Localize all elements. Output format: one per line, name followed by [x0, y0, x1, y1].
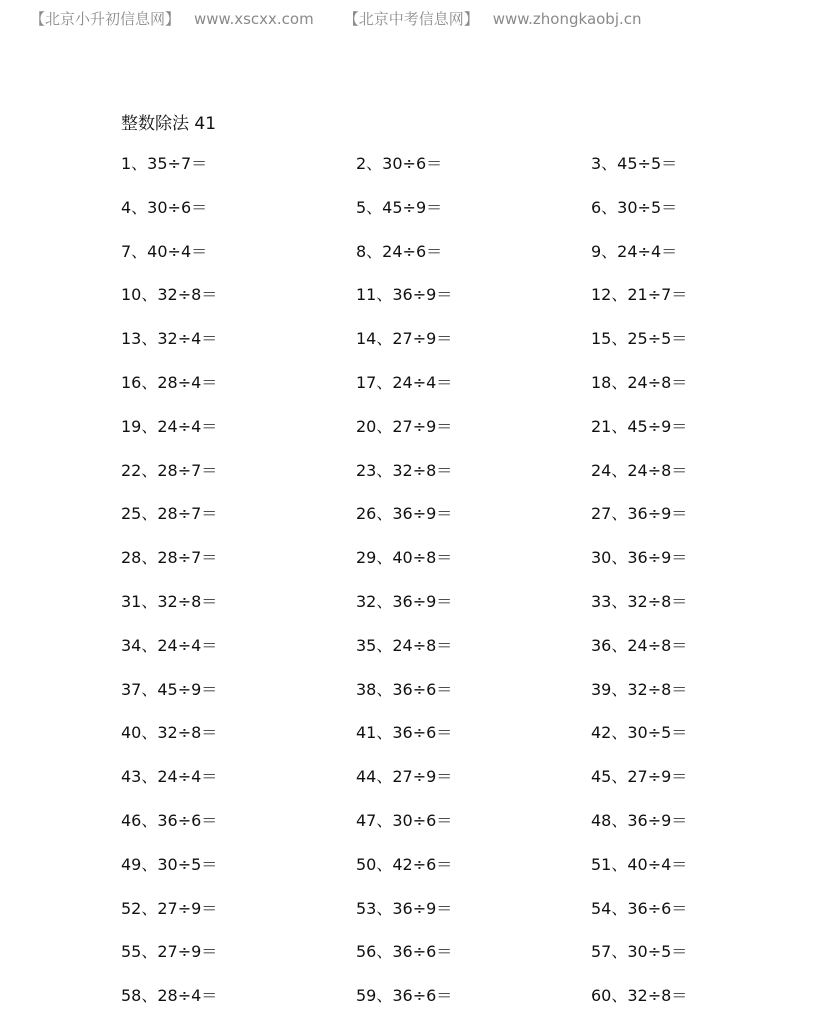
- problem-item: 1、35÷7＝: [121, 154, 208, 173]
- problem-item: 26、36÷9＝: [356, 504, 453, 524]
- problem-item: 39、32÷8＝: [591, 679, 688, 699]
- problem-item: 47、30÷6＝: [356, 810, 453, 830]
- problem-item: 28、28÷7＝: [121, 548, 218, 568]
- problem-item: 52、27÷9＝: [121, 898, 218, 918]
- problem-item: 3、45÷5＝: [591, 154, 678, 173]
- header-site2-url[interactable]: www.zhongkaobj.cn: [492, 10, 642, 28]
- problem-item: 16、28÷4＝: [121, 372, 218, 392]
- problem-item: 33、32÷8＝: [591, 591, 688, 611]
- problem-item: 42、30÷5＝: [591, 723, 688, 743]
- problem-item: 43、24÷4＝: [121, 767, 218, 787]
- problem-item: 56、36÷6＝: [356, 942, 453, 962]
- problem-item: 54、36÷6＝: [591, 898, 688, 918]
- problem-item: 13、32÷4＝: [121, 329, 218, 349]
- problem-item: 36、24÷8＝: [591, 635, 688, 655]
- problem-item: 58、28÷4＝: [121, 986, 218, 1006]
- problem-item: 45、27÷9＝: [591, 767, 688, 787]
- problem-item: 12、21÷7＝: [591, 285, 688, 305]
- problem-item: 49、30÷5＝: [121, 854, 218, 874]
- problem-item: 48、36÷9＝: [591, 810, 688, 830]
- problem-item: 22、28÷7＝: [121, 460, 218, 480]
- problem-item: 29、40÷8＝: [356, 548, 453, 568]
- problem-item: 27、36÷9＝: [591, 504, 688, 524]
- problem-item: 14、27÷9＝: [356, 329, 453, 349]
- problem-item: 23、32÷8＝: [356, 460, 453, 480]
- problem-item: 30、36÷9＝: [591, 548, 688, 568]
- problem-item: 57、30÷5＝: [591, 942, 688, 962]
- problem-item: 53、36÷9＝: [356, 898, 453, 918]
- problem-item: 4、30÷6＝: [121, 197, 208, 217]
- header-site2-name: 【北京中考信息网】: [343, 10, 479, 28]
- problem-item: 51、40÷4＝: [591, 854, 688, 874]
- problem-item: 9、24÷4＝: [591, 241, 678, 261]
- problem-item: 44、27÷9＝: [356, 767, 453, 787]
- problem-item: 38、36÷6＝: [356, 679, 453, 699]
- header-site1-name: 【北京小升初信息网】: [30, 10, 181, 28]
- problem-item: 20、27÷9＝: [356, 416, 453, 436]
- problem-item: 17、24÷4＝: [356, 372, 453, 392]
- problem-item: 37、45÷9＝: [121, 679, 218, 699]
- problem-item: 8、24÷6＝: [356, 241, 443, 261]
- page-header: [30, 8, 642, 29]
- problem-item: 25、28÷7＝: [121, 504, 218, 524]
- problem-item: 11、36÷9＝: [356, 285, 453, 305]
- problem-item: 35、24÷8＝: [356, 635, 453, 655]
- problem-item: 18、24÷8＝: [591, 372, 688, 392]
- problem-item: 46、36÷6＝: [121, 810, 218, 830]
- problem-item: 59、36÷6＝: [356, 986, 453, 1006]
- problem-item: 41、36÷6＝: [356, 723, 453, 743]
- problem-item: 31、32÷8＝: [121, 591, 218, 611]
- problem-item: 5、45÷9＝: [356, 197, 443, 217]
- problem-item: 21、45÷9＝: [591, 416, 688, 436]
- problem-item: 10、32÷8＝: [121, 285, 218, 305]
- problem-item: 40、32÷8＝: [121, 723, 218, 743]
- problem-item: 15、25÷5＝: [591, 329, 688, 349]
- problem-item: 55、27÷9＝: [121, 942, 218, 962]
- problem-item: 50、42÷6＝: [356, 854, 453, 874]
- problem-item: 7、40÷4＝: [121, 241, 208, 261]
- problem-item: 6、30÷5＝: [591, 197, 678, 217]
- header-site1-url[interactable]: www.xscxx.com: [194, 10, 314, 28]
- problem-grid: [121, 151, 741, 1027]
- problem-item: 60、32÷8＝: [591, 986, 688, 1006]
- worksheet-title: 整数除法 41: [121, 114, 217, 134]
- problem-item: 34、24÷4＝: [121, 635, 218, 655]
- problem-item: 24、24÷8＝: [591, 460, 688, 480]
- problem-item: 2、30÷6＝: [356, 154, 443, 173]
- problem-item: 32、36÷9＝: [356, 591, 453, 611]
- problem-item: 19、24÷4＝: [121, 416, 218, 436]
